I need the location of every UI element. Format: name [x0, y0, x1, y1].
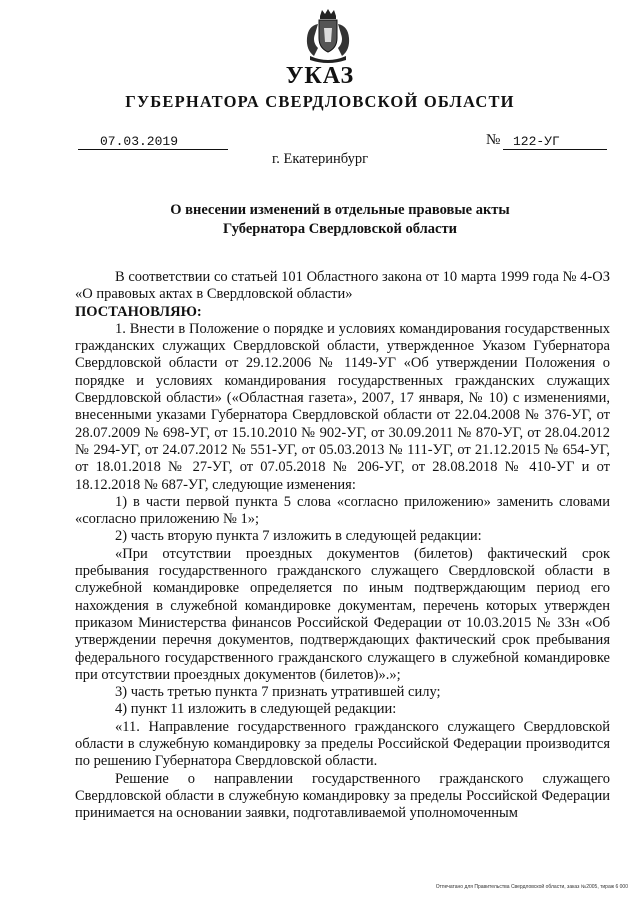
number-label: № — [486, 132, 501, 148]
subject-line-1: О внесении изменений в отдельные правовые акты — [170, 202, 510, 218]
body-paragraph: «11. Направление государственного гражданского служащего Свердловской области в служебную командировку за пределы Российской Федерации производится по решению Губернатора Свердловской области. — [75, 718, 610, 770]
body-paragraph: «При отсутствии проездных документов (билетов) фактический срок пребывания государственного гражданского служащего Свердловской области в служебной командировке определяется по иным подтверждающим период его нахождения в служебной командировке документам, перечень которых утвержден приказом Министерства финансов Российской Федерации от 10.03.2015 № 33н «Об утверждении перечня документов, подтверждающих фактический срок пребывания федерального государственного гражданского служащего в служебной командировке при отсутствии проездных документов (билетов)».»; — [75, 545, 610, 683]
coat-of-arms-icon — [298, 8, 358, 66]
decree-issuer: ГУБЕРНАТОРА СВЕРДЛОВСКОЙ ОБЛАСТИ — [125, 92, 515, 111]
decree-subject — [60, 201, 620, 239]
body-paragraph: 2) часть вторую пункта 7 изложить в следующей редакции: — [115, 528, 482, 545]
city: г. Екатеринбург — [271, 151, 369, 167]
print-footer: Отпечатано для Правительства Свердловской области, заказ №2005, тираж 6 000 — [435, 884, 628, 890]
resolution-heading: ПОСТАНОВЛЯЮ: — [75, 303, 202, 320]
body-paragraph: 1. Внести в Положение о порядке и условиях командирования государственных гражданских служащих Свердловской области, утвержденное Указом Губернатора Свердловской области от 29.12.2006 № 1149-УГ «Об утверждении Положения о порядке и условиях командирования государственных гражданских служащих Свердловской области» («Областная газета», 2007, 17 января, № 10) с изменениями, внесенными указами Губернатора Свердловской области от 22.04.2008 № 376-УГ, от 28.07.2009 № 698-УГ, от 15.10.2010 № 902-УГ, от 30.09.2011 № 870-УГ, от 28.04.2012 № 294-УГ, от 24.07.2012 № 551-УГ, от 05.03.2013 № 111-УГ, от 21.12.2015 № 654-УГ, от 18.01.2018 № 27-УГ, от 07.05.2018 № 206-УГ, от 28.08.2018 № 410-УГ и от 18.12.2018 № 687-УГ, следующие изменения: — [75, 320, 610, 493]
decree-number: 122-УГ — [503, 135, 607, 150]
subject-line-2: Губернатора Свердловской области — [223, 221, 457, 237]
body-paragraph: 1) в части первой пункта 5 слова «согласно приложению» заменить словами «согласно приложению № 1»; — [75, 493, 610, 528]
body-paragraph: Решение о направлении государственного гражданского служащего Свердловской области в служебную командировку за пределы Российской Федерации принимается на основании заявки, подготавливаемой уполномоченным — [75, 770, 610, 822]
body-paragraph: 3) часть третью пункта 7 признать утратившей силу; — [115, 684, 441, 701]
preamble-paragraph: В соответствии со статьей 101 Областного закона от 10 марта 1999 года № 4-ОЗ «О правовых актах в Свердловской области» — [75, 269, 610, 303]
body-paragraph: 4) пункт 11 изложить в следующей редакции: — [115, 701, 397, 718]
decree-title: УКАЗ — [285, 63, 355, 89]
decree-date: 07.03.2019 — [78, 135, 228, 150]
document-body — [75, 269, 610, 823]
